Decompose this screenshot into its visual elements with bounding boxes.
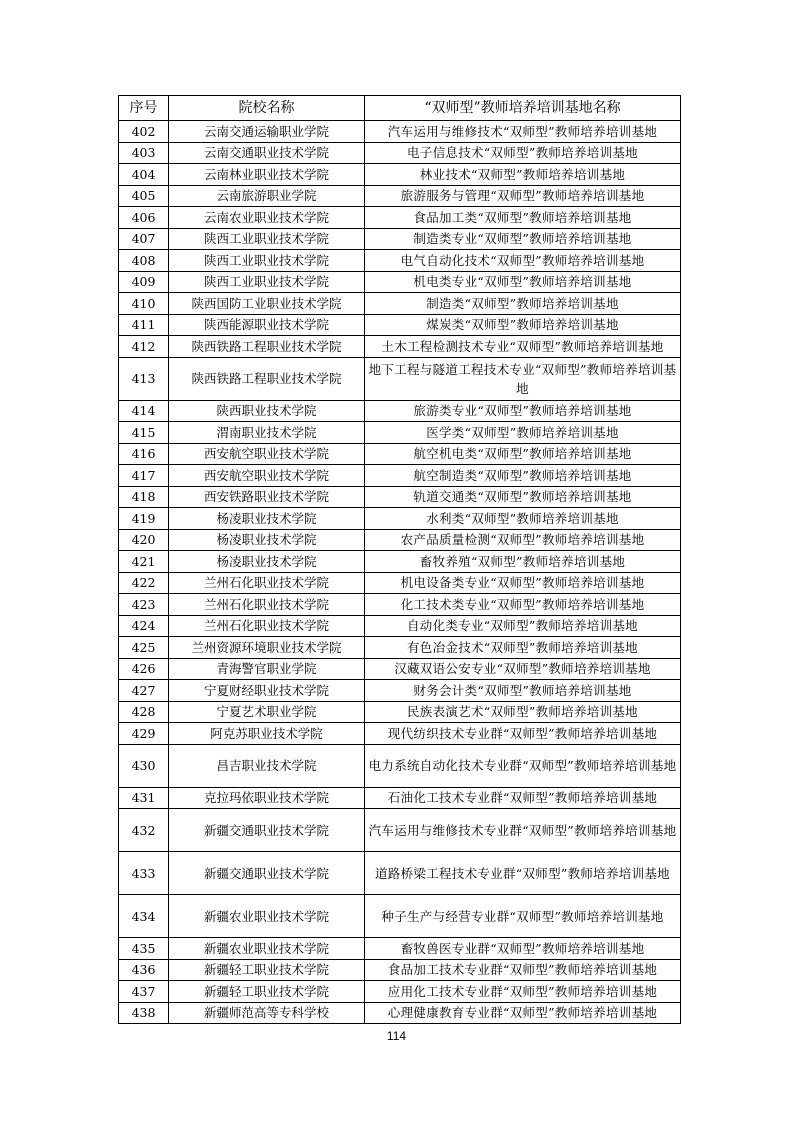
school-name: 陕西能源职业技术学院 [169, 314, 365, 336]
school-name: 云南旅游职业学院 [169, 185, 365, 207]
table-row [119, 551, 681, 573]
base-name: 种子生产与经营专业群“双师型”教师培养培训基地 [365, 895, 681, 938]
school-name: 新疆农业职业技术学院 [169, 895, 365, 938]
base-name: 农产品质量检测“双师型”教师培养培训基地 [365, 529, 681, 551]
table-row [119, 271, 681, 293]
base-name: 自动化类专业“双师型”教师培养培训基地 [365, 615, 681, 637]
base-name: 汽车运用与维修技术“双师型”教师培养培训基地 [365, 121, 681, 143]
table-row [119, 809, 681, 852]
table-row [119, 787, 681, 809]
table-row [119, 572, 681, 594]
table-header-row [119, 96, 681, 121]
base-name: 航空机电类“双师型”教师培养培训基地 [365, 443, 681, 465]
school-name: 新疆交通职业技术学院 [169, 852, 365, 895]
school-name: 云南农业职业技术学院 [169, 207, 365, 229]
row-index: 435 [119, 938, 169, 960]
table-row [119, 400, 681, 422]
school-name: 陕西职业技术学院 [169, 400, 365, 422]
base-name: 制造类专业“双师型”教师培养培训基地 [365, 228, 681, 250]
base-name: 煤炭类“双师型”教师培养培训基地 [365, 314, 681, 336]
base-name: 土木工程检测技术专业“双师型”教师培养培训基地 [365, 336, 681, 358]
table-row [119, 615, 681, 637]
row-index: 403 [119, 142, 169, 164]
school-name: 青海警官职业学院 [169, 658, 365, 680]
table-body [119, 121, 681, 1024]
base-name: 电力系统自动化技术专业群“双师型”教师培养培训基地 [365, 744, 681, 787]
table-row [119, 228, 681, 250]
school-name: 新疆轻工职业技术学院 [169, 981, 365, 1003]
row-index: 407 [119, 228, 169, 250]
school-name: 兰州石化职业技术学院 [169, 572, 365, 594]
row-index: 430 [119, 744, 169, 787]
school-name: 兰州石化职业技术学院 [169, 594, 365, 616]
school-name: 陕西铁路工程职业技术学院 [169, 357, 365, 400]
base-name: 制造类“双师型”教师培养培训基地 [365, 293, 681, 315]
base-name: 畜牧兽医专业群“双师型”教师培养培训基地 [365, 938, 681, 960]
base-name: 电子信息技术“双师型”教师培养培训基地 [365, 142, 681, 164]
base-name: 食品加工技术专业群“双师型”教师培养培训基地 [365, 959, 681, 981]
table-row [119, 250, 681, 272]
col-header-base: “双师型”教师培养培训基地名称 [365, 96, 681, 121]
row-index: 438 [119, 1002, 169, 1024]
base-name: 机电类专业“双师型”教师培养培训基地 [365, 271, 681, 293]
row-index: 429 [119, 723, 169, 745]
base-name: 林业技术“双师型”教师培养培训基地 [365, 164, 681, 186]
base-name: 应用化工技术专业群“双师型”教师培养培训基地 [365, 981, 681, 1003]
base-name: 汉藏双语公安专业“双师型”教师培养培训基地 [365, 658, 681, 680]
school-name: 云南林业职业技术学院 [169, 164, 365, 186]
table-row [119, 1002, 681, 1024]
school-name: 陕西工业职业技术学院 [169, 228, 365, 250]
school-name: 昌吉职业技术学院 [169, 744, 365, 787]
table-row [119, 293, 681, 315]
school-name: 新疆师范高等专科学校 [169, 1002, 365, 1024]
base-name: 汽车运用与维修技术专业群“双师型”教师培养培训基地 [365, 809, 681, 852]
table-row [119, 701, 681, 723]
row-index: 404 [119, 164, 169, 186]
base-name: 医学类“双师型”教师培养培训基地 [365, 422, 681, 444]
school-name: 西安航空职业技术学院 [169, 465, 365, 487]
table-row [119, 744, 681, 787]
table-row [119, 314, 681, 336]
base-name: 水利类“双师型”教师培养培训基地 [365, 508, 681, 530]
school-name: 兰州石化职业技术学院 [169, 615, 365, 637]
base-name: 航空制造类“双师型”教师培养培训基地 [365, 465, 681, 487]
row-index: 422 [119, 572, 169, 594]
base-name: 财务会计类“双师型”教师培养培训基地 [365, 680, 681, 702]
row-index: 436 [119, 959, 169, 981]
base-name: 现代纺织技术专业群“双师型”教师培养培训基地 [365, 723, 681, 745]
school-name: 兰州资源环境职业技术学院 [169, 637, 365, 659]
table-row [119, 594, 681, 616]
table-row [119, 121, 681, 143]
table-row [119, 508, 681, 530]
row-index: 415 [119, 422, 169, 444]
table-row [119, 938, 681, 960]
base-name: 心理健康教育专业群“双师型”教师培养培训基地 [365, 1002, 681, 1024]
row-index: 418 [119, 486, 169, 508]
base-name: 旅游类专业“双师型”教师培养培训基地 [365, 400, 681, 422]
row-index: 433 [119, 852, 169, 895]
school-name: 克拉玛依职业技术学院 [169, 787, 365, 809]
table-row [119, 981, 681, 1003]
row-index: 428 [119, 701, 169, 723]
col-header-index: 序号 [119, 96, 169, 121]
row-index: 423 [119, 594, 169, 616]
col-header-school: 院校名称 [169, 96, 365, 121]
table-row [119, 142, 681, 164]
table-row [119, 443, 681, 465]
base-name: 民族表演艺术“双师型”教师培养培训基地 [365, 701, 681, 723]
table-row [119, 336, 681, 358]
table-row [119, 185, 681, 207]
school-name: 渭南职业技术学院 [169, 422, 365, 444]
school-name: 杨凌职业技术学院 [169, 551, 365, 573]
row-index: 411 [119, 314, 169, 336]
table-row [119, 465, 681, 487]
row-index: 417 [119, 465, 169, 487]
row-index: 409 [119, 271, 169, 293]
table-row [119, 207, 681, 229]
table-row [119, 529, 681, 551]
row-index: 426 [119, 658, 169, 680]
school-name: 宁夏财经职业技术学院 [169, 680, 365, 702]
training-base-table [118, 95, 681, 1024]
row-index: 424 [119, 615, 169, 637]
row-index: 427 [119, 680, 169, 702]
table-row [119, 486, 681, 508]
school-name: 阿克苏职业技术学院 [169, 723, 365, 745]
school-name: 新疆交通职业技术学院 [169, 809, 365, 852]
base-name: 食品加工类“双师型”教师培养培训基地 [365, 207, 681, 229]
school-name: 新疆农业职业技术学院 [169, 938, 365, 960]
school-name: 西安航空职业技术学院 [169, 443, 365, 465]
row-index: 437 [119, 981, 169, 1003]
base-name: 道路桥梁工程技术专业群“双师型”教师培养培训基地 [365, 852, 681, 895]
base-name: 有色冶金技术“双师型”教师培养培训基地 [365, 637, 681, 659]
row-index: 431 [119, 787, 169, 809]
school-name: 陕西国防工业职业技术学院 [169, 293, 365, 315]
table-row [119, 637, 681, 659]
row-index: 419 [119, 508, 169, 530]
base-name: 机电设备类专业“双师型”教师培养培训基地 [365, 572, 681, 594]
table-row [119, 852, 681, 895]
base-name: 地下工程与隧道工程技术专业“双师型”教师培养培训基地 [365, 357, 681, 400]
row-index: 410 [119, 293, 169, 315]
row-index: 416 [119, 443, 169, 465]
base-name: 畜牧养殖“双师型”教师培养培训基地 [365, 551, 681, 573]
table-row [119, 959, 681, 981]
base-name: 电气自动化技术“双师型”教师培养培训基地 [365, 250, 681, 272]
base-name: 化工技术类专业“双师型”教师培养培训基地 [365, 594, 681, 616]
table-row [119, 895, 681, 938]
school-name: 陕西工业职业技术学院 [169, 271, 365, 293]
row-index: 405 [119, 185, 169, 207]
table-row [119, 164, 681, 186]
row-index: 421 [119, 551, 169, 573]
school-name: 云南交通职业技术学院 [169, 142, 365, 164]
table-row [119, 723, 681, 745]
row-index: 406 [119, 207, 169, 229]
school-name: 杨凌职业技术学院 [169, 508, 365, 530]
row-index: 413 [119, 357, 169, 400]
table-row [119, 658, 681, 680]
row-index: 434 [119, 895, 169, 938]
table-row [119, 680, 681, 702]
school-name: 新疆轻工职业技术学院 [169, 959, 365, 981]
page-number: 114 [386, 1029, 407, 1043]
school-name: 宁夏艺术职业学院 [169, 701, 365, 723]
row-index: 402 [119, 121, 169, 143]
base-name: 石油化工技术专业群“双师型”教师培养培训基地 [365, 787, 681, 809]
row-index: 425 [119, 637, 169, 659]
row-index: 420 [119, 529, 169, 551]
school-name: 云南交通运输职业学院 [169, 121, 365, 143]
row-index: 412 [119, 336, 169, 358]
school-name: 陕西铁路工程职业技术学院 [169, 336, 365, 358]
base-name: 轨道交通类“双师型”教师培养培训基地 [365, 486, 681, 508]
school-name: 陕西工业职业技术学院 [169, 250, 365, 272]
school-name: 杨凌职业技术学院 [169, 529, 365, 551]
row-index: 414 [119, 400, 169, 422]
table-row [119, 422, 681, 444]
row-index: 432 [119, 809, 169, 852]
base-name: 旅游服务与管理“双师型”教师培养培训基地 [365, 185, 681, 207]
row-index: 408 [119, 250, 169, 272]
table-row [119, 357, 681, 400]
school-name: 西安铁路职业技术学院 [169, 486, 365, 508]
